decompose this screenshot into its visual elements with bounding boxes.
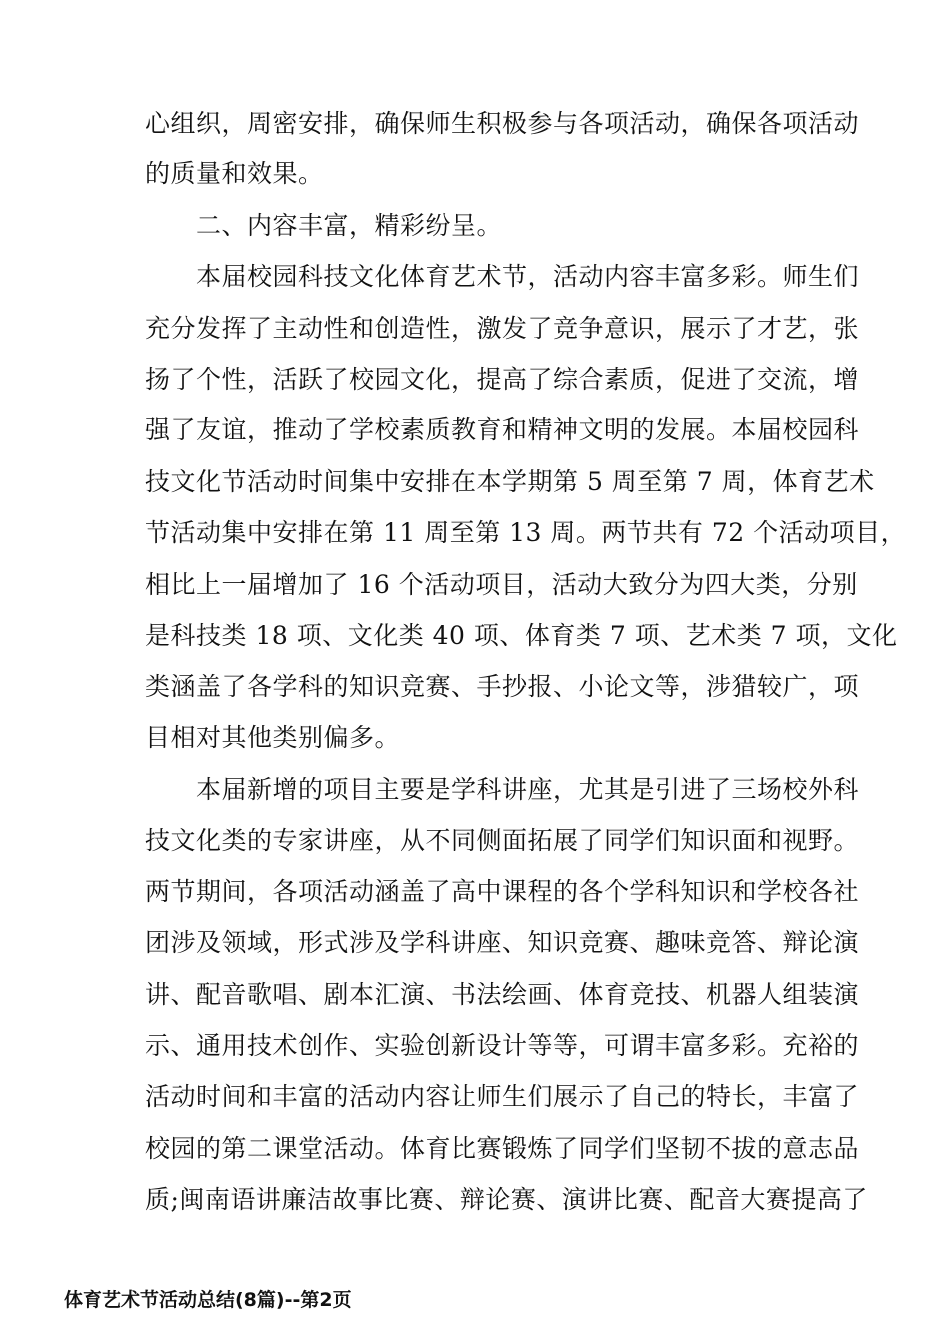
body-line: 的质量和效果。	[145, 159, 324, 188]
body-line: 团涉及领域，形式涉及学科讲座、知识竞赛、趣味竞答、辩论演	[145, 928, 860, 957]
body-line: 技文化节活动时间集中安排在本学期第 5 周至第 7 周，体育艺术	[145, 467, 875, 496]
body-line: 心组织，周密安排，确保师生积极参与各项活动，确保各项活动	[145, 109, 860, 138]
body-line: 两节期间，各项活动涵盖了高中课程的各个学科知识和学校各社	[145, 877, 860, 906]
body-line: 是科技类 18 项、文化类 40 项、体育类 7 项、艺术类 7 项，文化	[145, 621, 898, 650]
body-line: 相比上一届增加了 16 个活动项目，活动大致分为四大类，分别	[145, 570, 858, 599]
body-line: 类涵盖了各学科的知识竞赛、手抄报、小论文等，涉猎较广，项	[145, 672, 860, 701]
body-line: 示、通用技术创作、实验创新设计等等，可谓丰富多彩。充裕的	[145, 1031, 860, 1060]
body-line: 质;闽南语讲廉洁故事比赛、辩论赛、演讲比赛、配音大赛提高了	[145, 1185, 868, 1214]
body-line: 强了友谊，推动了学校素质教育和精神文明的发展。本届校园科	[145, 415, 860, 444]
body-line: 讲、配音歌唱、剧本汇演、书法绘画、体育竞技、机器人组装演	[145, 980, 860, 1009]
section-heading: 二、内容丰富，精彩纷呈。	[145, 211, 503, 240]
body-line: 扬了个性，活跃了校园文化，提高了综合素质，促进了交流，增	[145, 365, 860, 394]
body-line: 节活动集中安排在第 11 周至第 13 周。两节共有 72 个活动项目，	[145, 518, 907, 547]
body-line: 目相对其他类别偏多。	[145, 723, 401, 752]
body-line: 充分发挥了主动性和创造性，激发了竞争意识，展示了才艺，张	[145, 314, 860, 343]
page-footer: 体育艺术节活动总结(8篇)--第2页	[64, 1289, 352, 1311]
body-line: 活动时间和丰富的活动内容让师生们展示了自己的特长，丰富了	[145, 1082, 860, 1111]
body-line: 技文化类的专家讲座，从不同侧面拓展了同学们知识面和视野。	[145, 826, 860, 855]
body-line: 校园的第二课堂活动。体育比赛锻炼了同学们坚韧不拔的意志品	[145, 1134, 860, 1163]
body-line: 本届新增的项目主要是学科讲座，尤其是引进了三场校外科	[145, 775, 860, 804]
body-line: 本届校园科技文化体育艺术节，活动内容丰富多彩。师生们	[145, 262, 860, 291]
